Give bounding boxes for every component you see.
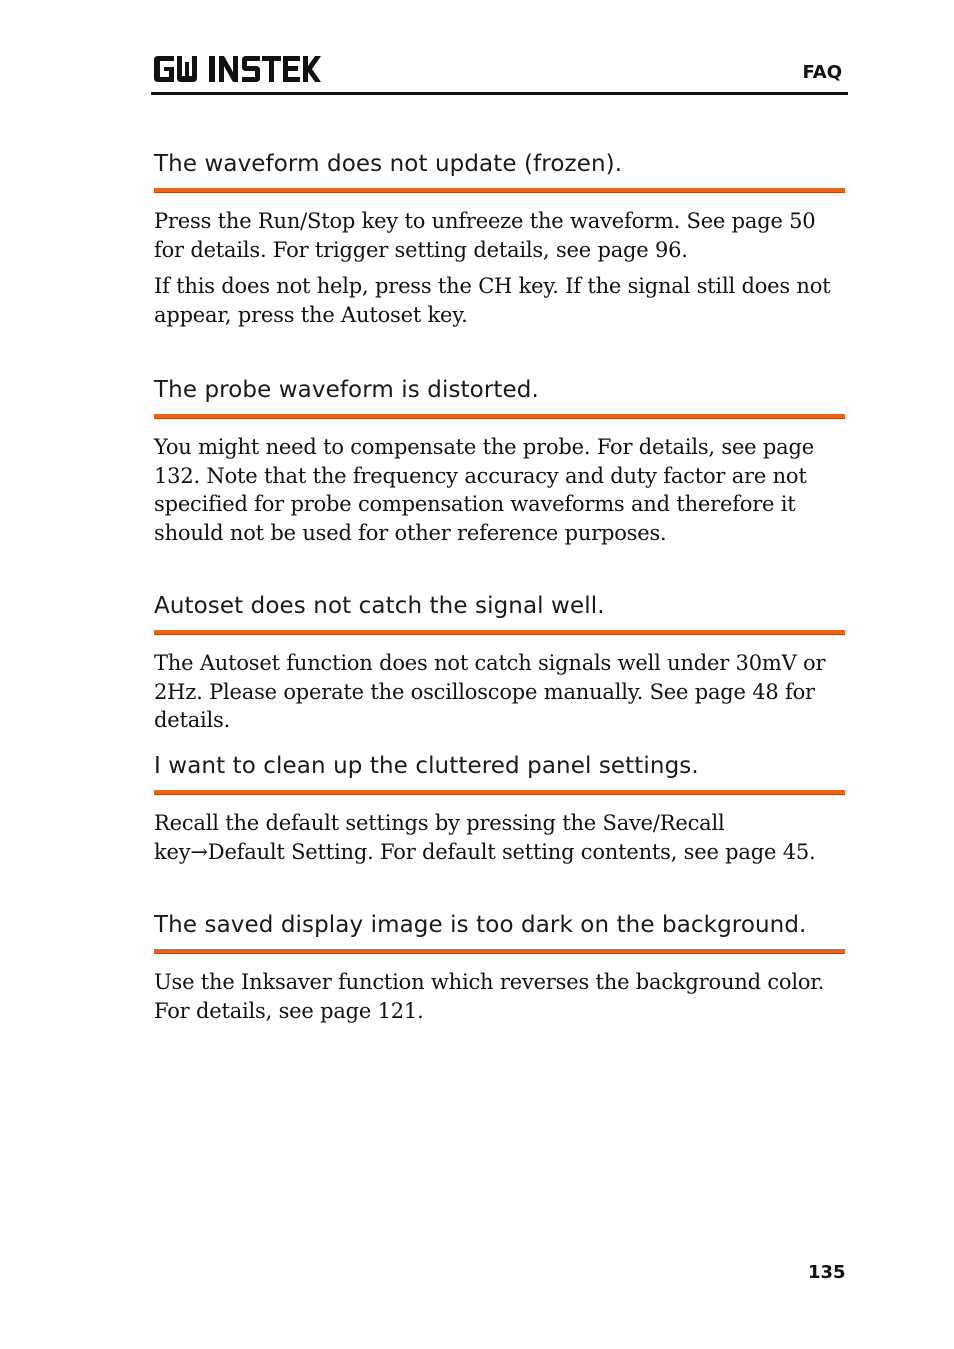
section-title: FAQ (802, 62, 842, 83)
faq-question: The waveform does not update (frozen). (154, 151, 623, 177)
faq-item (154, 751, 850, 866)
faq-question: I want to clean up the cluttered panel settings. (154, 753, 699, 779)
faq-answer: The Autoset function does not catch signals well under 30mV or 2Hz. Please operate the oscilloscope manually. See page 48 for details. (154, 651, 826, 732)
gw-instek-logo (152, 54, 322, 84)
faq-answer: Use the Inksaver function which reverses the background color. For details, see page 121. (154, 970, 825, 1023)
faq-item (154, 149, 850, 329)
question-underline (154, 790, 845, 795)
faq-answer: Recall the default settings by pressing the Save/Recall key→Default Setting. For default setting contents, see page 45. (154, 811, 816, 864)
faq-question: The saved display image is too dark on the background. (154, 912, 807, 938)
faq-item (154, 591, 850, 735)
faq-item (154, 375, 850, 547)
question-underline (154, 630, 845, 635)
question-underline (154, 949, 845, 954)
faq-item (154, 910, 850, 1025)
faq-question: Autoset does not catch the signal well. (154, 593, 605, 619)
faq-answer: If this does not help, press the CH key. If the signal still does not appear, press the Autoset key. (154, 274, 831, 327)
page-number: 135 (808, 1262, 846, 1283)
faq-answer: Press the Run/Stop key to unfreeze the waveform. See page 50 for details. For trigger setting details, see page 96. (154, 209, 816, 262)
question-underline (154, 188, 845, 193)
faq-answer: You might need to compensate the probe. For details, see page 132. Note that the frequency accuracy and duty factor are not specified for probe compensation waveforms and therefore it should not be used for other reference purposes. (154, 435, 814, 545)
brand-logo (152, 54, 322, 84)
question-underline (154, 414, 845, 419)
faq-question: The probe waveform is distorted. (154, 377, 539, 403)
